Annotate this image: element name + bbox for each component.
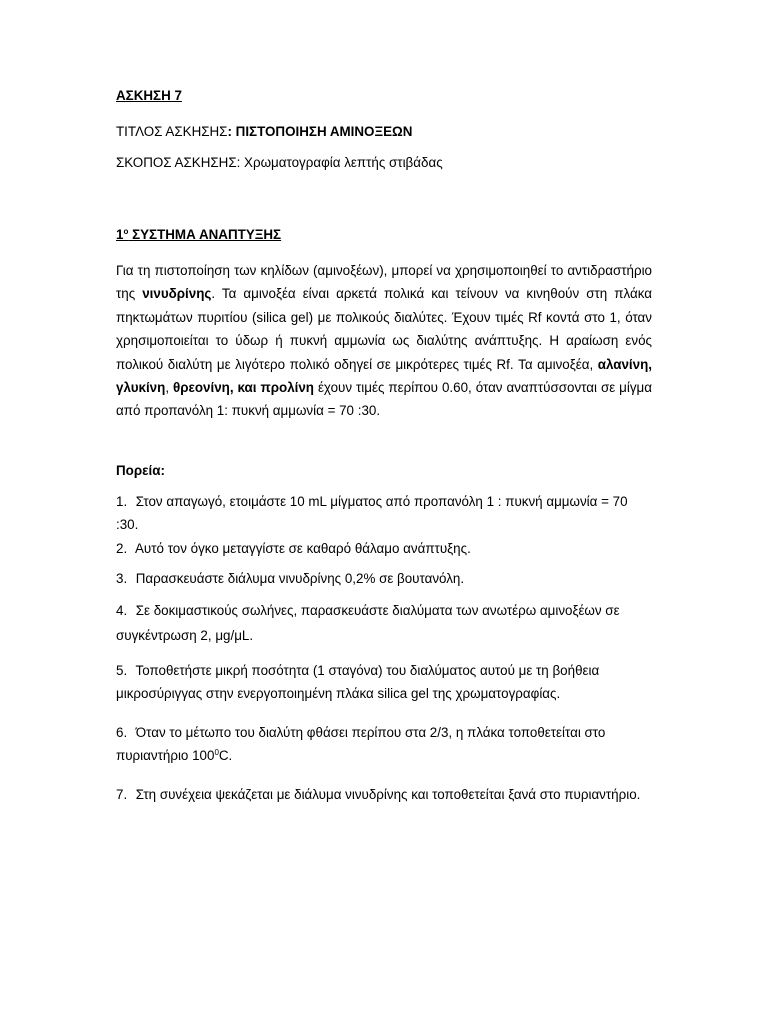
intro-paragraph bbox=[116, 259, 652, 423]
intro-bold-ninhydrin: νινυδρίνης bbox=[142, 286, 212, 302]
degree-superscript: 0 bbox=[214, 748, 219, 758]
step-number: 1. bbox=[116, 494, 128, 509]
intro-bold-amino-2: θρεονίνη, και προλίνη bbox=[173, 380, 314, 396]
intro-text-3: , bbox=[165, 380, 173, 396]
step-text: Παρασκευάστε διάλυμα νινυδρίνης 0,2% σε βουτανόλη. bbox=[135, 571, 465, 586]
exercise-label: ΑΣΚΗΣΗ 7 bbox=[116, 88, 182, 103]
procedure-step-1 bbox=[116, 490, 652, 536]
step-text: Αυτό τον όγκο μεταγγίστε σε καθαρό θάλαμο ανάπτυξης. bbox=[134, 541, 471, 556]
intro-text-4: έχουν τιμές περίπου 0.60, όταν αναπτύσσονται σε μίγμα από προπανόλη 1: πυκνή αμμωνία = 70 :30. bbox=[116, 380, 652, 419]
section-heading bbox=[116, 223, 652, 246]
title-value: ΠΙΣΤΟΠΟΙΗΣΗ ΑΜΙΝΟΞΕΩΝ bbox=[235, 124, 413, 139]
title-colon: : bbox=[227, 124, 236, 139]
step-text: Στη συνέχεια ψεκάζεται με διάλυμα νινυδρίνης και τοποθετείται ξανά στο πυριαντήριο. bbox=[135, 787, 641, 802]
title-label: ΤΙΤΛΟΣ ΑΣΚΗΣΗΣ bbox=[116, 124, 228, 139]
section-heading-text bbox=[116, 227, 281, 242]
exercise-number bbox=[116, 84, 652, 107]
exercise-purpose-line bbox=[116, 151, 652, 174]
purpose-value: : Χρωματογραφία λεπτής στιβάδας bbox=[236, 155, 443, 170]
step-number: 2. bbox=[116, 541, 128, 556]
step-text-tail: C. bbox=[218, 748, 233, 764]
procedure-step-2 bbox=[116, 537, 652, 560]
step-text: Στον απαγωγό, ετοιμάστε 10 mL μίγματος από προπανόλη 1 : πυκνή αμμωνία = 70 :30. bbox=[116, 494, 628, 532]
step-number: 7. bbox=[116, 787, 128, 802]
step-number: 5. bbox=[116, 663, 128, 678]
procedure-heading bbox=[116, 459, 652, 482]
procedure-step-4 bbox=[116, 598, 652, 648]
procedure-step-6 bbox=[116, 721, 652, 768]
procedure-heading-text: Πορεία: bbox=[116, 463, 165, 478]
section-ordinal: ο bbox=[123, 227, 129, 236]
purpose-label: ΣΚΟΠΟΣ ΑΣΚΗΣΗΣ bbox=[116, 155, 237, 170]
step-number: 4. bbox=[116, 603, 128, 618]
section-number: 1 bbox=[116, 227, 124, 242]
procedure-step-5 bbox=[116, 659, 652, 706]
procedure-step-3 bbox=[116, 567, 652, 590]
step-text: Τοποθετήστε μικρή ποσότητα (1 σταγόνα) του διαλύματος αυτού με τη βοήθεια μικροσύριγγας στην ενεργοποιημένη πλάκα silica gel της χρωματογραφίας. bbox=[116, 663, 600, 702]
procedure-step-7 bbox=[116, 783, 652, 806]
step-text: Όταν το μέτωπο του διαλύτη φθάσει περίπου στα 2/3, η πλάκα τοποθετείται στο πυριαντήριο 100 bbox=[116, 725, 606, 764]
intro-text-1: Για τη πιστοποίηση των κηλίδων (αμινοξέων), μπορεί να χρησιμοποιηθεί το αντιδραστήριο της bbox=[116, 263, 652, 302]
intro-bold-amino-1: αλανίνη, γλυκίνη bbox=[116, 356, 652, 396]
step-text: Σε δοκιμαστικούς σωλήνες, παρασκευάστε διαλύματα των ανωτέρω αμινοξέων σε συγκέντρωση 2, μg/μL. bbox=[116, 603, 620, 643]
exercise-title-line bbox=[116, 120, 652, 143]
step-number: 3. bbox=[116, 571, 128, 586]
step-number: 6. bbox=[116, 725, 128, 740]
intro-text-2: . Τα αμινοξέα είναι αρκετά πολικά και τείνουν να κινηθούν στη πλάκα πηκτωμάτων πυριτίου (silica gel) με πολικούς διαλύτες. Έχουν τιμές Rf κοντά στο 1, όταν χρησιμοποιείται το ύδωρ ή πυκνή αμμωνία ως διαλύτης ανάπτυξης. Η αραίωση ενός πολικού διαλύτη με λιγότερο πολικό οδηγεί σε μικρότερες τιμές Rf. Τα αμινοξέα, bbox=[116, 286, 652, 372]
section-title: ΣΥΣΤΗΜΑ ΑΝΑΠΤΥΞΗΣ bbox=[128, 227, 282, 242]
